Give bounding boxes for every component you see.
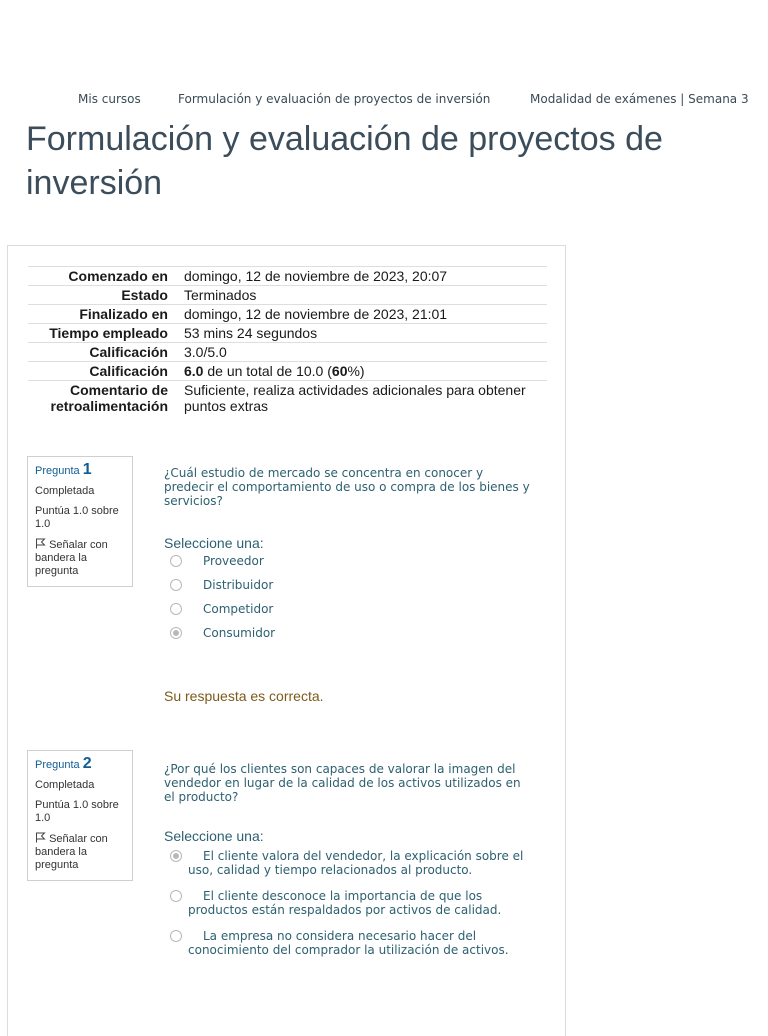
radio-icon[interactable] bbox=[170, 890, 182, 902]
summary-row-started bbox=[28, 267, 547, 286]
answer-option[interactable] bbox=[170, 578, 530, 592]
answer-option[interactable] bbox=[170, 602, 530, 616]
summary-value: Suficiente, realiza actividades adicionales para obtener puntos extras bbox=[184, 382, 526, 414]
summary-label: Comenzado en bbox=[68, 268, 168, 284]
radio-icon[interactable] bbox=[170, 603, 182, 615]
summary-value bbox=[176, 362, 547, 381]
summary-value: 3.0/5.0 bbox=[184, 344, 227, 360]
answer-option-label: Consumidor bbox=[203, 626, 276, 640]
summary-row-time bbox=[28, 324, 547, 343]
question-grade: Puntúa 1.0 sobre 1.0 bbox=[35, 799, 119, 824]
question-2-info bbox=[27, 750, 133, 881]
answer-option[interactable] bbox=[170, 554, 530, 568]
question-1-info bbox=[27, 456, 133, 587]
grade-percent-sign: %) bbox=[347, 363, 365, 379]
summary-row-finished bbox=[28, 305, 547, 324]
answer-option-label: Competidor bbox=[203, 602, 274, 616]
question-number: 2 bbox=[82, 755, 92, 772]
radio-icon[interactable] bbox=[170, 627, 182, 639]
question-number: 1 bbox=[82, 461, 92, 478]
radio-icon[interactable] bbox=[170, 555, 182, 567]
question-state: Completada bbox=[35, 485, 95, 497]
summary-label: Calificación bbox=[89, 344, 168, 360]
summary-value: 53 mins 24 segundos bbox=[184, 325, 318, 341]
summary-row-marks bbox=[28, 343, 547, 362]
question-label: Pregunta bbox=[35, 759, 80, 771]
flag-label: Señalar con bandera la pregunta bbox=[35, 539, 108, 577]
summary-value: Terminados bbox=[184, 287, 257, 303]
summary-row-comment bbox=[28, 381, 547, 416]
summary-label: Finalizado en bbox=[79, 306, 168, 322]
breadcrumb bbox=[0, 92, 768, 108]
flag-question-button[interactable] bbox=[35, 832, 121, 872]
answer-option[interactable] bbox=[170, 626, 530, 640]
flag-icon bbox=[35, 832, 46, 843]
attempt-summary-table bbox=[28, 266, 547, 415]
answer-option-label: Proveedor bbox=[203, 554, 264, 568]
summary-label: Tiempo empleado bbox=[49, 325, 168, 341]
question-1-text: ¿Cuál estudio de mercado se concentra en conocer y predecir el comportamiento de uso o compra de los bienes y servicios? bbox=[164, 466, 530, 508]
question-1-feedback: Su respuesta es correcta. bbox=[164, 688, 324, 704]
breadcrumb-course[interactable]: Formulación y evaluación de proyectos de inversión bbox=[178, 92, 491, 106]
answer-option[interactable] bbox=[170, 889, 530, 917]
summary-value: domingo, 12 de noviembre de 2023, 21:01 bbox=[184, 306, 448, 322]
answer-option-label: El cliente valora del vendedor, la explicación sobre el uso, calidad y tiempo relacionados al producto. bbox=[188, 849, 524, 877]
grade-total: de un total de 10.0 ( bbox=[203, 363, 332, 379]
question-1-prompt: Seleccione una: bbox=[164, 535, 264, 551]
summary-label: Estado bbox=[121, 287, 168, 303]
answer-option-label: El cliente desconoce la importancia de que los productos están respaldados por activos de calidad. bbox=[188, 889, 502, 917]
question-state: Completada bbox=[35, 779, 95, 791]
grade-score: 6.0 bbox=[184, 363, 204, 379]
flag-question-button[interactable] bbox=[35, 538, 121, 578]
radio-icon[interactable] bbox=[170, 850, 182, 862]
page-title: Formulación y evaluación de proyectos de inversión bbox=[26, 120, 663, 202]
question-2-text: ¿Por qué los clientes son capaces de valorar la imagen del vendedor en lugar de la calidad de los activos utilizados en el producto? bbox=[164, 762, 521, 804]
grade-percent: 60 bbox=[331, 363, 348, 379]
breadcrumb-mis-cursos[interactable]: Mis cursos bbox=[78, 92, 141, 106]
breadcrumb-section[interactable]: Modalidad de exámenes | Semana 3 bbox=[530, 92, 749, 106]
summary-row-state bbox=[28, 286, 547, 305]
question-2-prompt: Seleccione una: bbox=[164, 828, 264, 844]
radio-icon[interactable] bbox=[170, 930, 182, 942]
answer-option-label: La empresa no considera necesario hacer del conocimiento del comprador la utilización de activos. bbox=[188, 929, 509, 957]
question-label: Pregunta bbox=[35, 465, 80, 477]
summary-label: Calificación bbox=[89, 363, 168, 379]
answer-option-label: Distribuidor bbox=[203, 578, 274, 592]
answer-option[interactable] bbox=[170, 929, 530, 957]
flag-icon bbox=[35, 538, 46, 549]
summary-row-grade bbox=[28, 362, 547, 381]
radio-icon[interactable] bbox=[170, 579, 182, 591]
answer-option[interactable] bbox=[170, 849, 530, 877]
summary-label: Comentario de retroalimentación bbox=[50, 382, 168, 414]
summary-value: domingo, 12 de noviembre de 2023, 20:07 bbox=[184, 268, 448, 284]
flag-label: Señalar con bandera la pregunta bbox=[35, 833, 108, 871]
question-grade: Puntúa 1.0 sobre 1.0 bbox=[35, 505, 119, 530]
